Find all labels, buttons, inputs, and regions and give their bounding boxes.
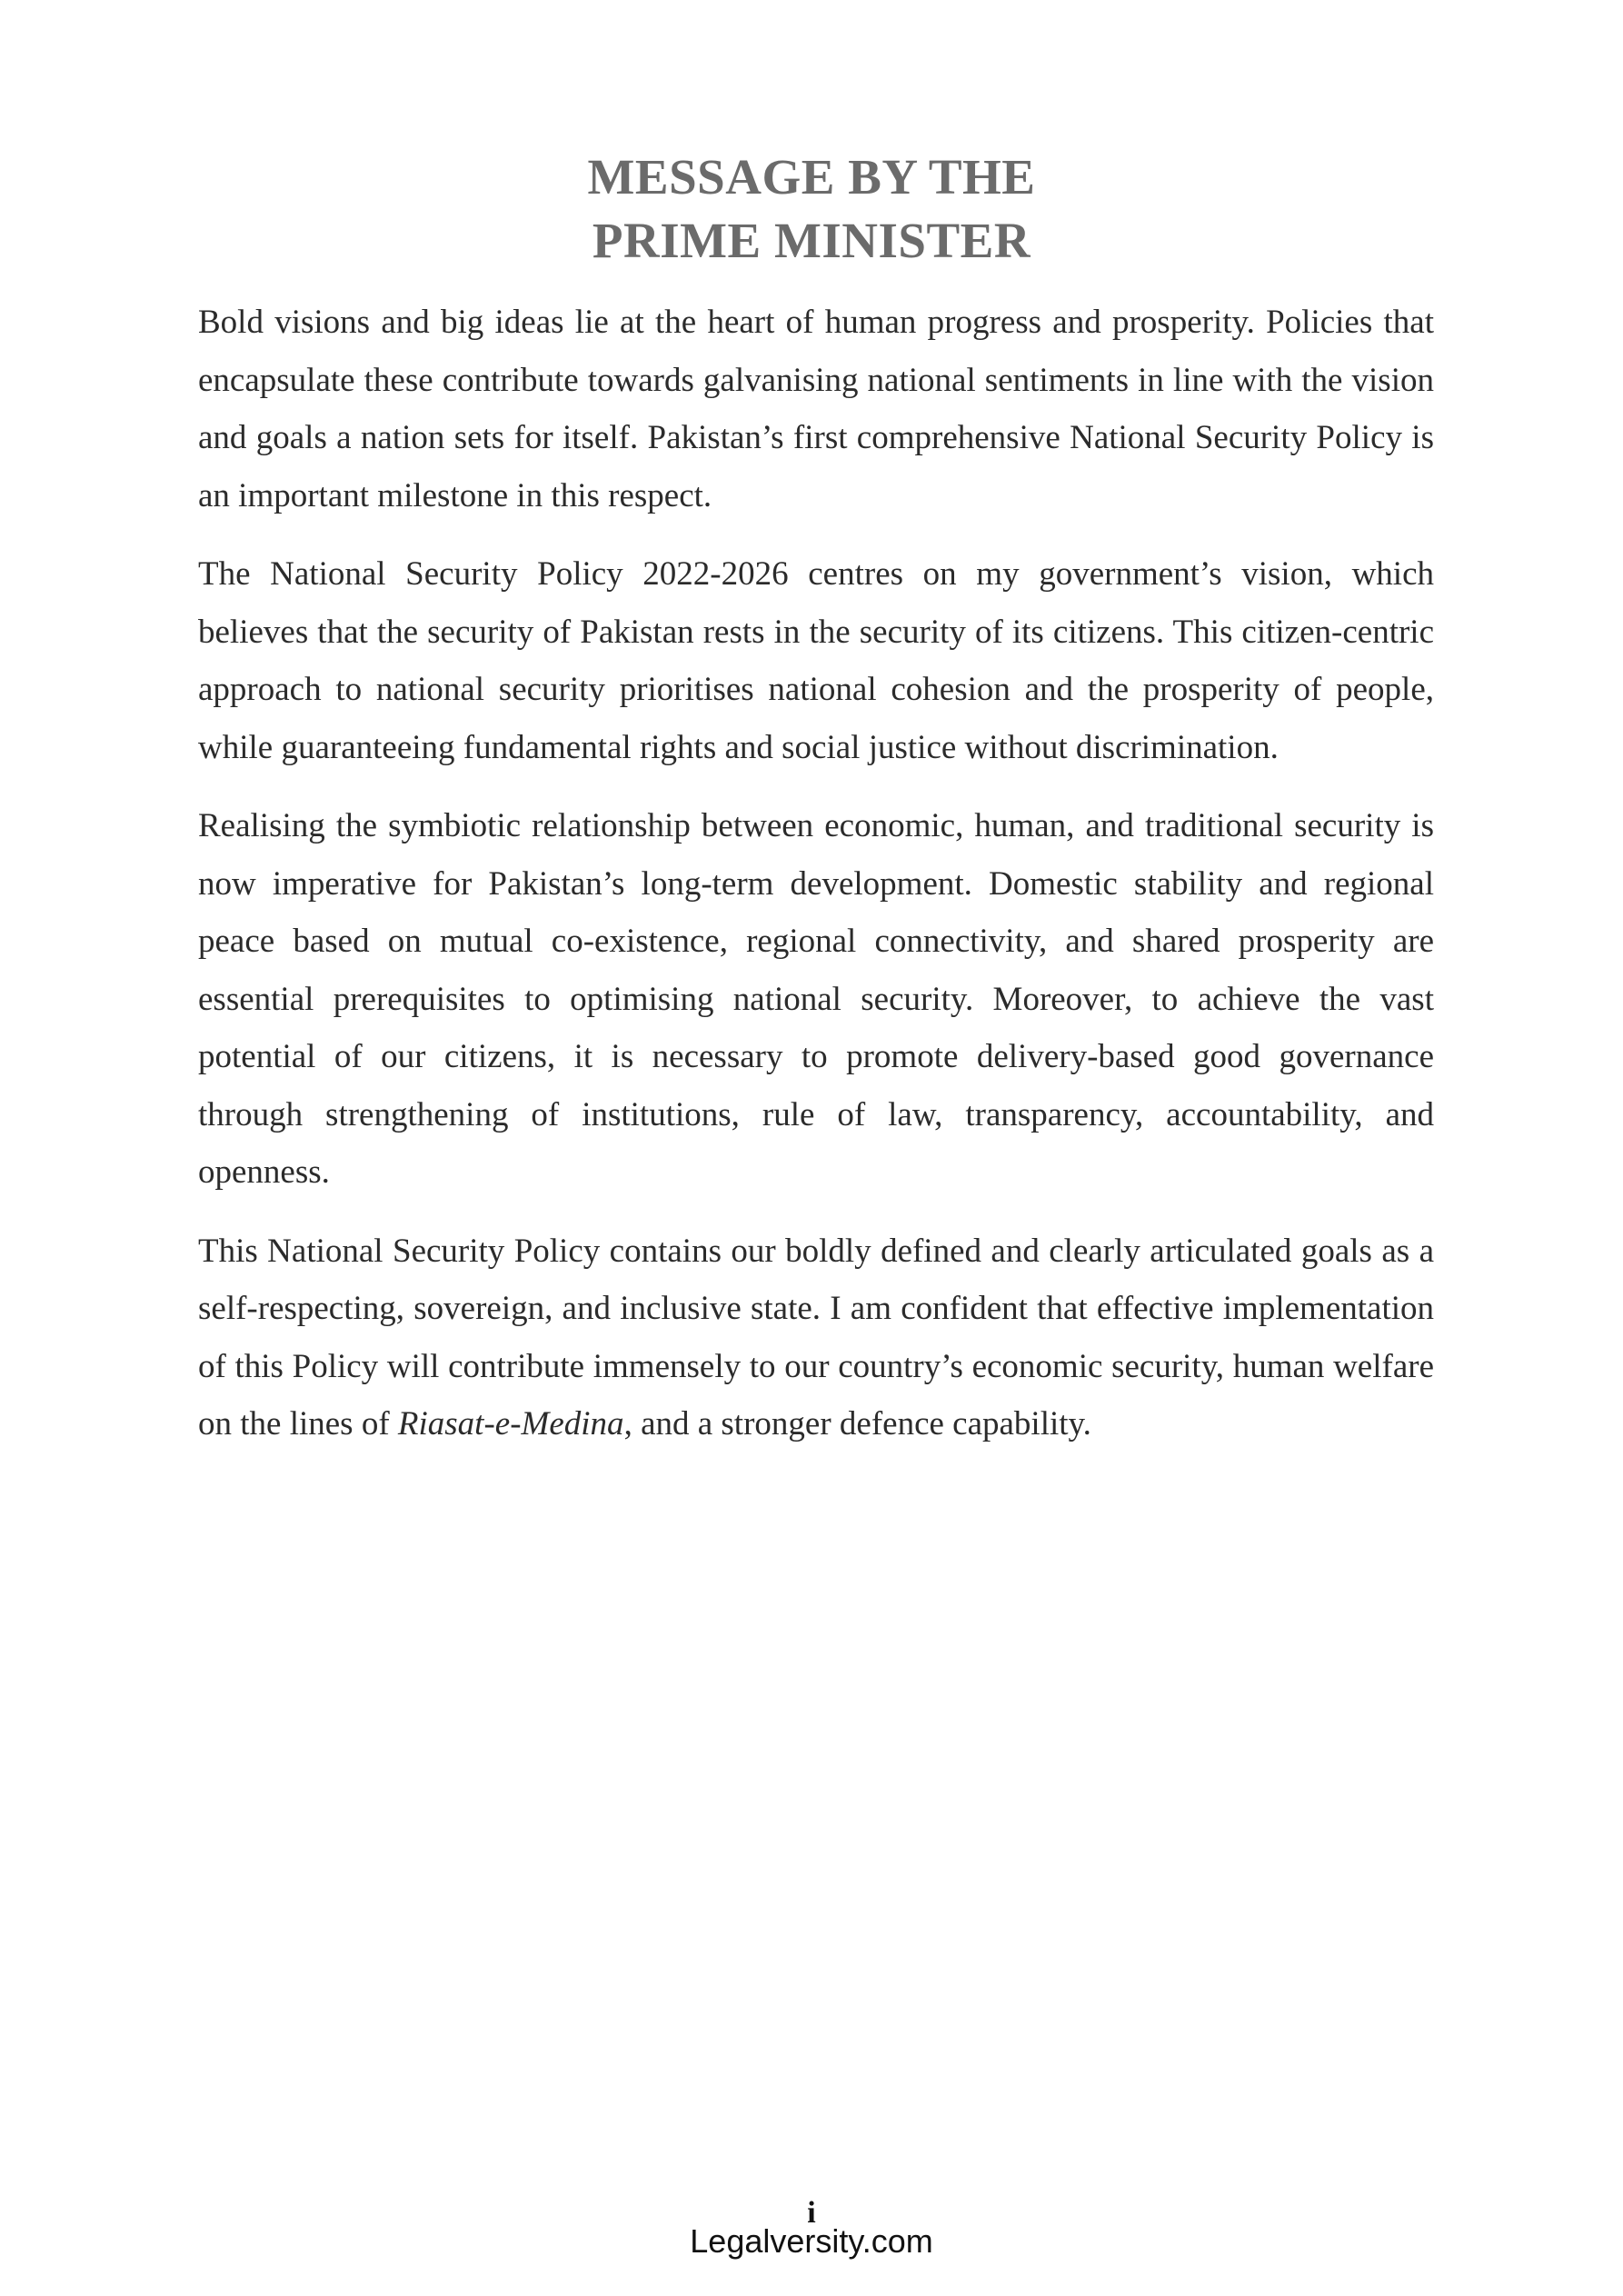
footer-watermark: Legalversity.com bbox=[690, 2222, 933, 2260]
paragraph-3: Realising the symbiotic relationship between economic, human, and traditional security is now imperative for Pakistan’s long-term development. Domestic stability and regional peace based on mutual co-existence, regional connectivity, and shared prosperity are essential prerequisites to optimising national security. Moreover, to achieve the vast potential of our citizens, it is necessary to promote delivery-based good governance through strengthening of institutions, rule of law, transparency, accountability, and openness. bbox=[198, 807, 1434, 1191]
paragraph-4-text-end: , and a stronger defence capability. bbox=[623, 1405, 1091, 1442]
title-line-2: PRIME MINISTER bbox=[592, 213, 1031, 268]
paragraph-4-text-start: This National Security Policy contains our boldly defined and clearly articulated goals as a self-respecting, sovereign, and inclusive state. I am confident that effective implementation of this Policy will contribute immensely to our country’s economic security, human welfare on the lines of bbox=[198, 1232, 1434, 1442]
title-line-1: MESSAGE BY THE bbox=[587, 149, 1036, 205]
page-number: i bbox=[807, 2196, 816, 2230]
page-title bbox=[0, 145, 1623, 273]
paragraph-1: Bold visions and big ideas lie at the heart of human progress and prosperity. Policies that encapsulate these contribute towards galvanising national sentiments in line with the vision and goals a nation sets for itself. Pakistan’s first comprehensive National Security Policy is an important milestone in this respect. bbox=[198, 304, 1434, 514]
message-body bbox=[198, 294, 1434, 1474]
paragraph-4 bbox=[198, 1223, 1434, 1453]
paragraph-4-italic-term: Riasat-e-Medina bbox=[397, 1405, 624, 1442]
paragraph-2: The National Security Policy 2022-2026 centres on my government’s vision, which believes that the security of Pakistan rests in the security of its citizens. This citizen-centric approach to national security prioritises national cohesion and the prosperity of people, while guaranteeing fundamental rights and social justice without discrimination. bbox=[198, 555, 1434, 766]
